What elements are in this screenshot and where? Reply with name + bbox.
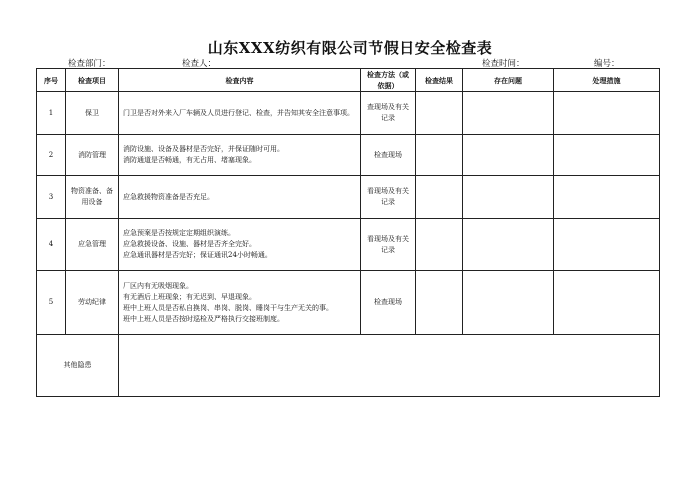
other-hazards-label: 其他隐患 [37,335,119,397]
check-item: 保卫 [66,92,119,135]
check-method: 查现场及有关记录 [361,92,416,135]
header-cell: 检查结果 [416,69,463,92]
row-number: 1 [37,92,66,135]
measure-cell[interactable] [554,135,660,176]
content-line: 应急救援物资准备是否充足。 [123,192,214,201]
check-content [119,135,361,176]
inspection-table [36,68,660,397]
result-cell[interactable] [416,271,463,335]
check-method: 检查现场 [361,135,416,176]
header-cell: 检查项目 [66,69,119,92]
row-number: 3 [37,176,66,219]
check-item: 应急管理 [66,219,119,271]
department-label: 检查部门： [68,59,111,69]
inspection-time-label: 检查时间： [482,59,525,69]
result-cell[interactable] [416,135,463,176]
header-cell: 存在问题 [463,69,554,92]
measure-cell[interactable] [554,271,660,335]
check-content [119,219,361,271]
other-hazards-cell[interactable] [119,335,660,397]
check-method: 看现场及有关记录 [361,176,416,219]
content-line: 消防设施、设备及器材是否完好，并保证随时可用。 [123,145,284,153]
content-line: 消防通道是否畅通，有无占用、堵塞现象。 [123,156,256,164]
check-content [119,92,361,135]
other-hazards-row [37,335,660,397]
table-row [37,92,660,135]
inspector-label: 检查人： [182,59,217,69]
check-method: 检查现场 [361,271,416,335]
content-line: 应急通讯器材是否完好；保证通讯24小时畅通。 [123,251,272,259]
content-line: 有无酒后上班现象；有无迟到、早退现象。 [123,292,256,301]
content-line: 应急救援设备、设施、器材是否齐全完好。 [123,240,256,248]
problem-cell[interactable] [463,271,554,335]
problem-cell[interactable] [463,176,554,219]
check-item: 消防管理 [66,135,119,176]
row-number: 5 [37,271,66,335]
check-content [119,176,361,219]
table-row [37,176,660,219]
measure-cell[interactable] [554,92,660,135]
check-item: 劳动纪律 [66,271,119,335]
content-line: 厂区内有无吸烟现象。 [123,281,193,290]
problem-cell[interactable] [463,219,554,271]
result-cell[interactable] [416,92,463,135]
row-number: 4 [37,219,66,271]
check-content [119,271,361,335]
problem-cell[interactable] [463,92,554,135]
table-header-row [37,69,660,92]
header-cell: 处理措施 [554,69,660,92]
row-number: 2 [37,135,66,176]
result-cell[interactable] [416,176,463,219]
header-cell: 检查内容 [119,69,361,92]
header-cell: 检查方法（或依据） [361,69,416,92]
table-row [37,219,660,271]
number-label: 编号： [594,59,620,69]
check-method: 看现场及有关记录 [361,219,416,271]
content-line: 班中上班人员是否按时巡检及严格执行交接班制度。 [123,314,284,323]
result-cell[interactable] [416,219,463,271]
content-line: 应急预案是否按规定定期组织演练。 [123,229,235,237]
check-item: 物资准备、备用设备 [66,176,119,219]
content-line: 门卫是否对外来入厂车辆及人员进行登记、检查，并告知其安全注意事项。 [123,108,354,117]
table-row [37,135,660,176]
measure-cell[interactable] [554,176,660,219]
content-line: 班中上班人员是否私自换岗、串岗、脱岗、睡岗干与生产无关的事。 [123,303,333,312]
table-row [37,271,660,335]
measure-cell[interactable] [554,219,660,271]
document-title: 山东XXX纺织有限公司节假日安全检查表 [207,39,493,57]
header-cell: 序号 [37,69,66,92]
problem-cell[interactable] [463,135,554,176]
